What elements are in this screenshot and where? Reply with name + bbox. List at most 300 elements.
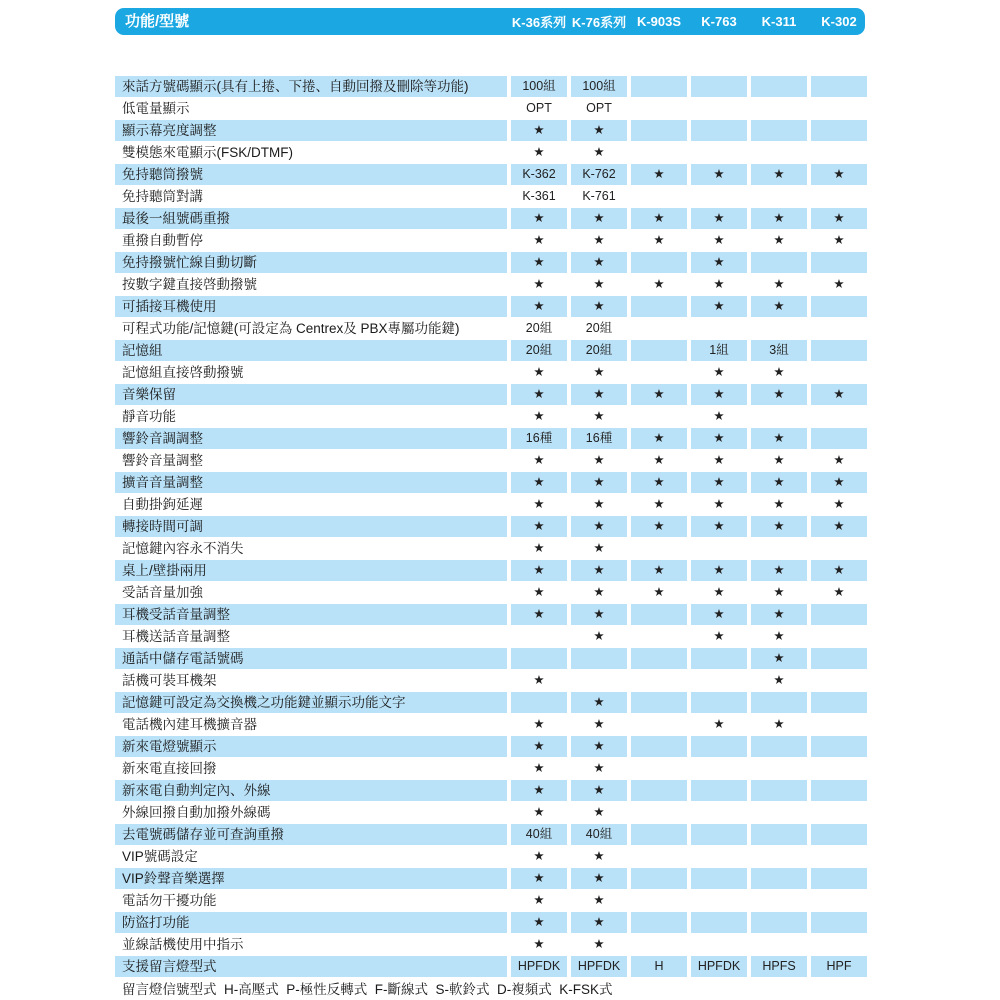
model-header: K-903S: [636, 14, 682, 29]
feature-value: ★: [713, 233, 725, 247]
feature-value: [811, 912, 867, 933]
feature-value: [811, 670, 867, 691]
feature-value: [511, 648, 567, 669]
feature-value: [631, 76, 687, 97]
feature-value: [691, 142, 747, 163]
feature-value: 40組: [571, 824, 627, 845]
feature-name: 免持聽筒對講: [122, 189, 203, 204]
feature-value: 1組: [691, 340, 747, 361]
feature-value: ★: [533, 453, 545, 467]
feature-value: [691, 846, 747, 867]
feature-value: ★: [533, 497, 545, 511]
feature-value: ★: [773, 497, 785, 511]
feature-name: 電話機內建耳機擴音器: [122, 717, 257, 732]
feature-value: ★: [593, 453, 605, 467]
table-row: [115, 780, 867, 801]
feature-name: 耳機受話音量調整: [115, 604, 507, 625]
model-header: K-763: [701, 14, 737, 29]
table-row: [115, 472, 867, 493]
feature-value: ★: [691, 428, 747, 449]
feature-value: ★: [713, 277, 725, 291]
feature-value: [751, 142, 807, 163]
feature-value: ★: [653, 233, 665, 247]
feature-value: ★: [593, 761, 605, 775]
table-row: [115, 692, 867, 713]
feature-value: H: [631, 956, 687, 977]
table-row: [115, 846, 867, 867]
table-row: [115, 582, 867, 603]
feature-value: ★: [773, 277, 785, 291]
feature-value: ★: [751, 648, 807, 669]
feature-value: [631, 780, 687, 801]
feature-value: OPT: [586, 101, 612, 115]
feature-value: ★: [533, 673, 545, 687]
feature-value: [751, 98, 807, 119]
feature-value: [751, 934, 807, 955]
feature-value: [631, 142, 687, 163]
feature-value: ★: [773, 233, 785, 247]
table-row: [115, 208, 867, 229]
feature-value: 20組: [571, 340, 627, 361]
feature-value: ★: [593, 849, 605, 863]
feature-name: 並線話機使用中指示: [122, 937, 244, 952]
feature-value: [751, 252, 807, 273]
feature-value: ★: [773, 453, 785, 467]
feature-value: ★: [713, 365, 725, 379]
table-row: [115, 824, 867, 845]
feature-value: [691, 824, 747, 845]
feature-value: ★: [691, 604, 747, 625]
feature-value: ★: [571, 120, 627, 141]
table-row: [115, 450, 867, 471]
table-row: [115, 670, 867, 691]
feature-value: K-362: [511, 164, 567, 185]
feature-value: ★: [691, 560, 747, 581]
feature-table: [115, 76, 867, 978]
feature-value: [751, 186, 807, 207]
feature-value: [811, 362, 867, 383]
feature-value: ★: [751, 384, 807, 405]
feature-value: [811, 120, 867, 141]
feature-value: ★: [811, 472, 867, 493]
table-row: [115, 296, 867, 317]
feature-value: [811, 186, 867, 207]
feature-value: ★: [593, 541, 605, 555]
feature-value: [811, 758, 867, 779]
feature-value: ★: [571, 208, 627, 229]
feature-value: ★: [833, 453, 845, 467]
feature-value: ★: [533, 893, 545, 907]
feature-value: ★: [533, 761, 545, 775]
table-row: [115, 406, 867, 427]
feature-name: 來話方號碼顯示(具有上捲、下捲、自動回撥及刪除等功能): [115, 76, 507, 97]
feature-name: 免持聽筒撥號: [115, 164, 507, 185]
feature-name: VIP鈴聲音樂選擇: [115, 868, 507, 889]
feature-value: ★: [593, 717, 605, 731]
feature-value: 20組: [585, 321, 613, 335]
feature-value: ★: [533, 277, 545, 291]
feature-value: ★: [811, 560, 867, 581]
model-header: K-76系列: [571, 15, 627, 30]
feature-value: ★: [593, 497, 605, 511]
feature-value: ★: [593, 277, 605, 291]
feature-value: ★: [631, 208, 687, 229]
feature-value: [811, 890, 867, 911]
table-row: [115, 912, 867, 933]
feature-value: ★: [811, 384, 867, 405]
table-row: [115, 384, 867, 405]
feature-value: ★: [653, 453, 665, 467]
feature-value: [631, 890, 687, 911]
feature-value: ★: [533, 849, 545, 863]
feature-name: 通話中儲存電話號碼: [115, 648, 507, 669]
table-row: [115, 274, 867, 295]
feature-value: ★: [811, 516, 867, 537]
model-header: K-302: [821, 14, 857, 29]
feature-value: ★: [773, 585, 785, 599]
feature-value: [811, 736, 867, 757]
feature-name: 桌上/壁掛兩用: [115, 560, 507, 581]
feature-name: 擴音音量調整: [115, 472, 507, 493]
feature-value: ★: [631, 164, 687, 185]
feature-value: [631, 120, 687, 141]
table-row: [115, 186, 867, 207]
feature-value: ★: [511, 912, 567, 933]
feature-value: [571, 648, 627, 669]
feature-value: HPFDK: [691, 956, 747, 977]
feature-value: ★: [833, 233, 845, 247]
table-row: [115, 516, 867, 537]
feature-value: [631, 824, 687, 845]
feature-name: 話機可裝耳機架: [122, 673, 217, 688]
feature-name: 外線回撥自動加撥外線碼: [122, 805, 271, 820]
feature-value: [631, 846, 687, 867]
table-row: [115, 736, 867, 757]
feature-value: [691, 120, 747, 141]
feature-value: 20組: [525, 321, 553, 335]
feature-value: [631, 296, 687, 317]
feature-value: ★: [751, 604, 807, 625]
feature-value: ★: [533, 145, 545, 159]
feature-value: ★: [571, 296, 627, 317]
feature-value: ★: [833, 497, 845, 511]
feature-value: ★: [533, 365, 545, 379]
feature-value: ★: [511, 780, 567, 801]
feature-value: HPF: [811, 956, 867, 977]
feature-name: 響鈴音調調整: [115, 428, 507, 449]
table-row: [115, 340, 867, 361]
table-row: [115, 362, 867, 383]
model-header: K-311: [761, 14, 797, 29]
feature-value: [631, 692, 687, 713]
feature-value: [691, 758, 747, 779]
table-row: [115, 934, 867, 955]
feature-value: ★: [811, 208, 867, 229]
feature-value: ★: [691, 208, 747, 229]
feature-value: 16種: [571, 428, 627, 449]
feature-value: [751, 318, 807, 339]
feature-name: 低電量顯示: [122, 101, 190, 116]
feature-value: [631, 340, 687, 361]
feature-value: ★: [511, 120, 567, 141]
table-row: [115, 890, 867, 911]
feature-value: ★: [511, 736, 567, 757]
feature-value: [751, 868, 807, 889]
feature-value: ★: [751, 428, 807, 449]
feature-value: [631, 802, 687, 823]
feature-name: 記憶鍵可設定為交換機之功能鍵並顯示功能文字: [115, 692, 507, 713]
feature-value: ★: [511, 604, 567, 625]
table-row: [115, 76, 867, 97]
feature-value: ★: [511, 868, 567, 889]
feature-value: [631, 252, 687, 273]
feature-value: [691, 890, 747, 911]
feature-value: ★: [533, 805, 545, 819]
feature-value: ★: [511, 516, 567, 537]
feature-value: ★: [751, 164, 807, 185]
table-row: [115, 494, 867, 515]
feature-value: ★: [653, 277, 665, 291]
feature-value: [811, 626, 867, 647]
feature-value: 40組: [511, 824, 567, 845]
feature-value: ★: [811, 164, 867, 185]
feature-value: ★: [631, 472, 687, 493]
feature-value: 3組: [751, 340, 807, 361]
feature-value: ★: [593, 145, 605, 159]
feature-value: [811, 802, 867, 823]
feature-value: ★: [751, 208, 807, 229]
feature-name: 顯示幕亮度調整: [115, 120, 507, 141]
feature-name: 防盜打功能: [115, 912, 507, 933]
feature-value: [811, 934, 867, 955]
feature-value: ★: [691, 296, 747, 317]
feature-name: 記憶鍵內容永不消失: [122, 541, 244, 556]
feature-value: [751, 758, 807, 779]
table-row: [115, 626, 867, 647]
feature-value: [691, 934, 747, 955]
feature-value: ★: [773, 673, 785, 687]
feature-value: ★: [571, 516, 627, 537]
feature-value: [751, 76, 807, 97]
feature-value: [811, 142, 867, 163]
feature-value: [811, 98, 867, 119]
feature-value: [751, 802, 807, 823]
feature-value: ★: [833, 277, 845, 291]
feature-value: ★: [511, 560, 567, 581]
table-row: [115, 648, 867, 669]
feature-name: 耳機送話音量調整: [122, 629, 230, 644]
feature-value: [631, 934, 687, 955]
feature-value: [691, 670, 747, 691]
feature-value: [811, 538, 867, 559]
model-header-group: [511, 8, 867, 35]
feature-name: 可程式功能/記憶鍵(可設定為 Centrex及 PBX專屬功能鍵): [122, 321, 460, 336]
feature-value: ★: [631, 428, 687, 449]
feature-value: ★: [593, 805, 605, 819]
feature-value: ★: [631, 516, 687, 537]
feature-value: ★: [833, 585, 845, 599]
feature-value: ★: [713, 409, 725, 423]
feature-value: [691, 802, 747, 823]
feature-value: [751, 846, 807, 867]
feature-value: ★: [571, 692, 627, 713]
feature-value: [691, 538, 747, 559]
feature-value: [751, 406, 807, 427]
feature-value: ★: [691, 516, 747, 537]
page-title: 功能/型號: [125, 13, 190, 30]
feature-value: [691, 692, 747, 713]
feature-value: ★: [571, 384, 627, 405]
feature-value: [631, 736, 687, 757]
feature-value: ★: [691, 384, 747, 405]
feature-value: ★: [571, 736, 627, 757]
feature-value: [691, 318, 747, 339]
feature-value: ★: [511, 208, 567, 229]
table-header-bar: [115, 8, 865, 35]
feature-value: [631, 362, 687, 383]
feature-value: HPFS: [751, 956, 807, 977]
feature-name: 記憶組: [115, 340, 507, 361]
feature-value: ★: [751, 296, 807, 317]
feature-value: ★: [511, 472, 567, 493]
feature-value: [811, 824, 867, 845]
table-row: [115, 604, 867, 625]
feature-value: ★: [773, 717, 785, 731]
model-header: K-36系列: [511, 15, 567, 30]
feature-value: [631, 98, 687, 119]
feature-value: ★: [571, 604, 627, 625]
feature-value: [811, 252, 867, 273]
feature-value: [631, 648, 687, 669]
feature-value: ★: [533, 937, 545, 951]
feature-value: [751, 780, 807, 801]
feature-value: [751, 692, 807, 713]
feature-value: ★: [691, 472, 747, 493]
feature-name: 去電號碼儲存並可查詢重撥: [115, 824, 507, 845]
feature-value: ★: [571, 868, 627, 889]
feature-value: ★: [631, 560, 687, 581]
feature-value: ★: [533, 541, 545, 555]
feature-value: ★: [511, 296, 567, 317]
feature-value: [811, 714, 867, 735]
feature-value: ★: [593, 893, 605, 907]
feature-value: ★: [533, 585, 545, 599]
feature-value: ★: [593, 233, 605, 247]
feature-value: [571, 670, 627, 691]
feature-name: 轉接時間可調: [115, 516, 507, 537]
feature-name: 新來電燈號顯示: [115, 736, 507, 757]
feature-value: [631, 186, 687, 207]
feature-value: ★: [713, 453, 725, 467]
feature-value: ★: [571, 780, 627, 801]
feature-value: K-761: [582, 189, 616, 203]
feature-name: 按數字鍵直接啓動撥號: [122, 277, 257, 292]
feature-name: 記憶組直接啓動撥號: [122, 365, 244, 380]
feature-value: HPFDK: [571, 956, 627, 977]
feature-name: 音樂保留: [115, 384, 507, 405]
feature-value: OPT: [526, 101, 552, 115]
feature-value: ★: [533, 717, 545, 731]
feature-value: [811, 780, 867, 801]
feature-value: [751, 912, 807, 933]
table-row: [115, 560, 867, 581]
feature-value: 100組: [511, 76, 567, 97]
feature-value: [511, 626, 567, 647]
feature-name: 自動掛鉤延遲: [122, 497, 203, 512]
feature-value: ★: [533, 409, 545, 423]
table-row: [115, 956, 867, 977]
feature-value: [811, 406, 867, 427]
table-row: [115, 318, 867, 339]
feature-value: [811, 318, 867, 339]
feature-value: ★: [593, 365, 605, 379]
feature-value: [691, 186, 747, 207]
feature-value: ★: [751, 516, 807, 537]
feature-value: [631, 538, 687, 559]
feature-value: [691, 98, 747, 119]
feature-value: HPFDK: [511, 956, 567, 977]
feature-value: [811, 296, 867, 317]
feature-value: [811, 868, 867, 889]
table-row: [115, 142, 867, 163]
feature-value: ★: [773, 629, 785, 643]
feature-name: 響鈴音量調整: [122, 453, 203, 468]
feature-value: [811, 846, 867, 867]
feature-value: ★: [511, 384, 567, 405]
feature-value: [691, 780, 747, 801]
feature-value: ★: [511, 252, 567, 273]
feature-value: [631, 670, 687, 691]
feature-name: 靜音功能: [122, 409, 176, 424]
feature-value: ★: [773, 365, 785, 379]
feature-value: [691, 76, 747, 97]
feature-value: 100組: [571, 76, 627, 97]
feature-name: 新來電自動判定內、外線: [115, 780, 507, 801]
feature-name: 支援留言燈型式: [115, 956, 507, 977]
table-row: [115, 230, 867, 251]
table-row: [115, 164, 867, 185]
feature-value: ★: [571, 472, 627, 493]
feature-value: [631, 626, 687, 647]
feature-value: K-762: [571, 164, 627, 185]
feature-value: [631, 406, 687, 427]
feature-value: 16種: [511, 428, 567, 449]
table-row: [115, 120, 867, 141]
feature-value: [631, 758, 687, 779]
feature-name: 新來電直接回撥: [122, 761, 217, 776]
feature-name: 最後一組號碼重撥: [115, 208, 507, 229]
feature-value: ★: [713, 629, 725, 643]
feature-value: ★: [713, 717, 725, 731]
feature-value: [811, 648, 867, 669]
feature-value: [631, 604, 687, 625]
feature-value: [691, 648, 747, 669]
feature-value: ★: [533, 233, 545, 247]
feature-value: ★: [751, 472, 807, 493]
feature-value: ★: [691, 252, 747, 273]
table-row: [115, 252, 867, 273]
feature-value: ★: [571, 560, 627, 581]
feature-value: [751, 736, 807, 757]
feature-value: ★: [751, 560, 807, 581]
feature-value: [751, 824, 807, 845]
feature-name: 免持撥號忙線自動切斷: [115, 252, 507, 273]
feature-value: ★: [593, 937, 605, 951]
feature-value: K-361: [522, 189, 556, 203]
feature-name: 電話勿干擾功能: [122, 893, 217, 908]
feature-value: ★: [653, 585, 665, 599]
feature-value: ★: [593, 629, 605, 643]
